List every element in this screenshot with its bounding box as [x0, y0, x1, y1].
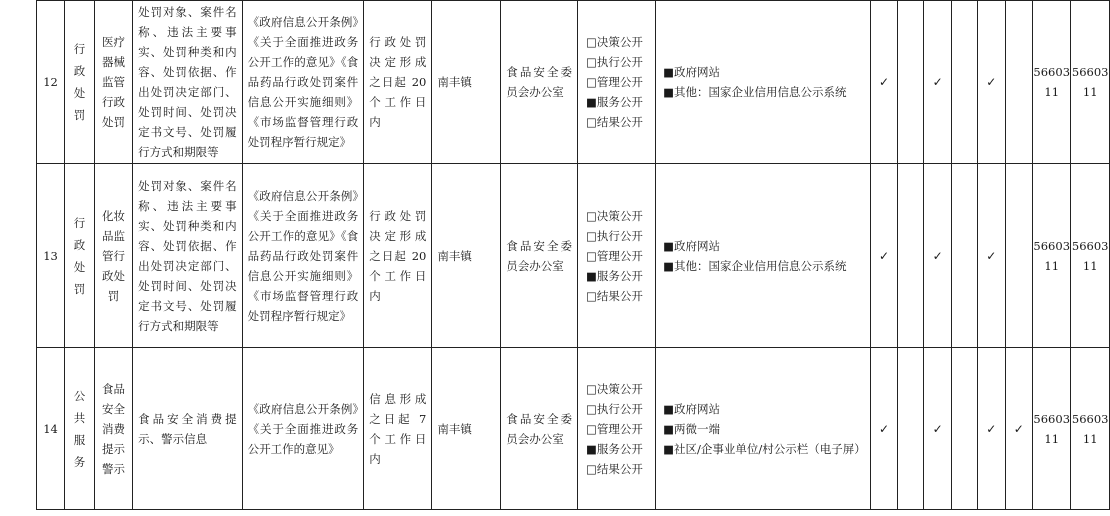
scope-option-item: □决策公开: [586, 381, 643, 396]
check-cell: ✓: [1005, 348, 1032, 510]
scope-option-item: □执行公开: [586, 228, 643, 243]
subitem-cell: [94, 164, 132, 348]
content-cell: 处罚对象、案件名称、违法主要事实、处罚种类和内容、处罚依据、作出处罚决定部门、处罚时间、处罚决定书文号、处罚履行方式和期限等: [133, 164, 243, 348]
scope-option-item: □决策公开: [586, 208, 643, 223]
check-cell: ✓: [978, 348, 1005, 510]
dept-cell: 食品安全委员会办公室: [501, 1, 578, 164]
scope-option-item: □管理公开: [586, 248, 643, 263]
row-number: 14: [37, 348, 65, 510]
scope-option-item: □决策公开: [586, 35, 643, 49]
scope-option: [586, 379, 655, 479]
scope-option-item: □管理公开: [586, 75, 643, 89]
check-cell: ✓: [870, 348, 897, 510]
dept-cell: 食品安全委员会办公室: [501, 164, 578, 348]
scope-cell: [578, 1, 656, 164]
subitem-text: 化妆品监管行政处罚: [101, 208, 125, 303]
channel-cell: [656, 164, 871, 348]
channel-option: [663, 62, 866, 102]
check-cell: ✓: [870, 1, 897, 164]
channel-option-item: ■政府网站: [663, 238, 721, 253]
check-cell: [898, 1, 924, 164]
scope-option-item: □结果公开: [586, 461, 643, 476]
scope-option: [586, 206, 655, 306]
scope-option-item: □执行公开: [586, 401, 643, 416]
time-limit-cell: 行政处罚决定形成之日起 20 个工作日内: [364, 164, 432, 348]
check-cell: [951, 348, 977, 510]
scope-option: [586, 32, 655, 132]
basis-cell: 《政府信息公开条例》《关于全面推进政务公开工作的意见》《食品药品行政处罚案件信息公开实施细则》《市场监督管理行政处罚程序暂行规定》: [242, 164, 364, 348]
subitem-text: 医疗器械监管行政处罚: [101, 35, 125, 129]
channel-option-item: ■政府网站: [663, 401, 721, 416]
table-row: [37, 348, 1110, 510]
scope-option-item: ■服务公开: [586, 268, 643, 283]
table-row: [37, 164, 1110, 348]
subitem-text: 食品安全消费提示警示: [101, 381, 125, 476]
channel-option: [663, 399, 866, 459]
code-cell: 5660311: [1071, 1, 1110, 164]
channel-option: [663, 236, 866, 276]
category-cell: [65, 348, 95, 510]
scope-option-item: □结果公开: [586, 115, 643, 129]
channel-option-item: ■其他：国家企业信用信息公示系统: [663, 85, 847, 99]
check-cell: [951, 1, 977, 164]
check-cell: ✓: [870, 164, 897, 348]
subject-cell: 南丰镇: [432, 164, 501, 348]
category-cell: [65, 1, 95, 164]
check-cell: ✓: [924, 164, 951, 348]
check-cell: ✓: [978, 164, 1005, 348]
scope-cell: [578, 348, 656, 510]
subject-cell: 南丰镇: [432, 348, 501, 510]
basis-cell: 《政府信息公开条例》《关于全面推进政务公开工作的意见》《食品药品行政处罚案件信息公开实施细则》《市场监督管理行政处罚程序暂行规定》: [242, 1, 364, 164]
code-cell: 5660311: [1033, 164, 1071, 348]
check-cell: ✓: [978, 1, 1005, 164]
scope-cell: [578, 164, 656, 348]
code-cell: 5660311: [1033, 348, 1071, 510]
scope-option-item: ■服务公开: [586, 95, 643, 109]
code-cell: 5660311: [1071, 164, 1110, 348]
check-cell: [1005, 164, 1032, 348]
category-cell: [65, 164, 95, 348]
check-cell: [1005, 1, 1032, 164]
scope-option-item: ■服务公开: [586, 441, 643, 456]
content-cell: 处罚对象、案件名称、违法主要事实、处罚种类和内容、处罚依据、作出处罚决定部门、处罚时间、处罚决定书文号、处罚履行方式和期限等: [133, 1, 243, 164]
subitem-cell: [94, 348, 132, 510]
table-row: [37, 1, 1110, 164]
channel-option-item: ■其他：国家企业信用信息公示系统: [663, 258, 847, 273]
scope-option-item: □执行公开: [586, 55, 643, 69]
channel-cell: [656, 1, 871, 164]
category-text: 行政处罚: [73, 42, 86, 122]
time-limit-cell: 行政处罚决定形成之日起 20 个工作日内: [364, 1, 432, 164]
check-cell: [951, 164, 977, 348]
category-text: 行政处罚: [73, 215, 86, 296]
check-cell: ✓: [924, 1, 951, 164]
check-cell: ✓: [924, 348, 951, 510]
content-cell: 食品安全消费提示、警示信息: [133, 348, 243, 510]
check-cell: [898, 348, 924, 510]
time-limit-cell: 信息形成之日起 7 个工作日内: [364, 348, 432, 510]
scope-option-item: □结果公开: [586, 288, 643, 303]
basis-cell: 《政府信息公开条例》《关于全面推进政务公开工作的意见》: [242, 348, 364, 510]
scope-option-item: □管理公开: [586, 421, 643, 436]
row-number: 12: [37, 1, 65, 164]
code-cell: 5660311: [1033, 1, 1071, 164]
channel-option-item: ■两微一端: [663, 421, 721, 436]
disclosure-table: [36, 0, 1110, 510]
subitem-cell: [94, 1, 132, 164]
subject-cell: 南丰镇: [432, 1, 501, 164]
dept-cell: 食品安全委员会办公室: [501, 348, 578, 510]
check-cell: [898, 164, 924, 348]
channel-option-item: ■社区/企事业单位/村公示栏（电子屏）: [663, 441, 866, 456]
row-number: 13: [37, 164, 65, 348]
channel-option-item: ■政府网站: [663, 65, 721, 79]
channel-cell: [656, 348, 871, 510]
code-cell: 5660311: [1071, 348, 1110, 510]
category-text: 公共服务: [73, 388, 86, 469]
